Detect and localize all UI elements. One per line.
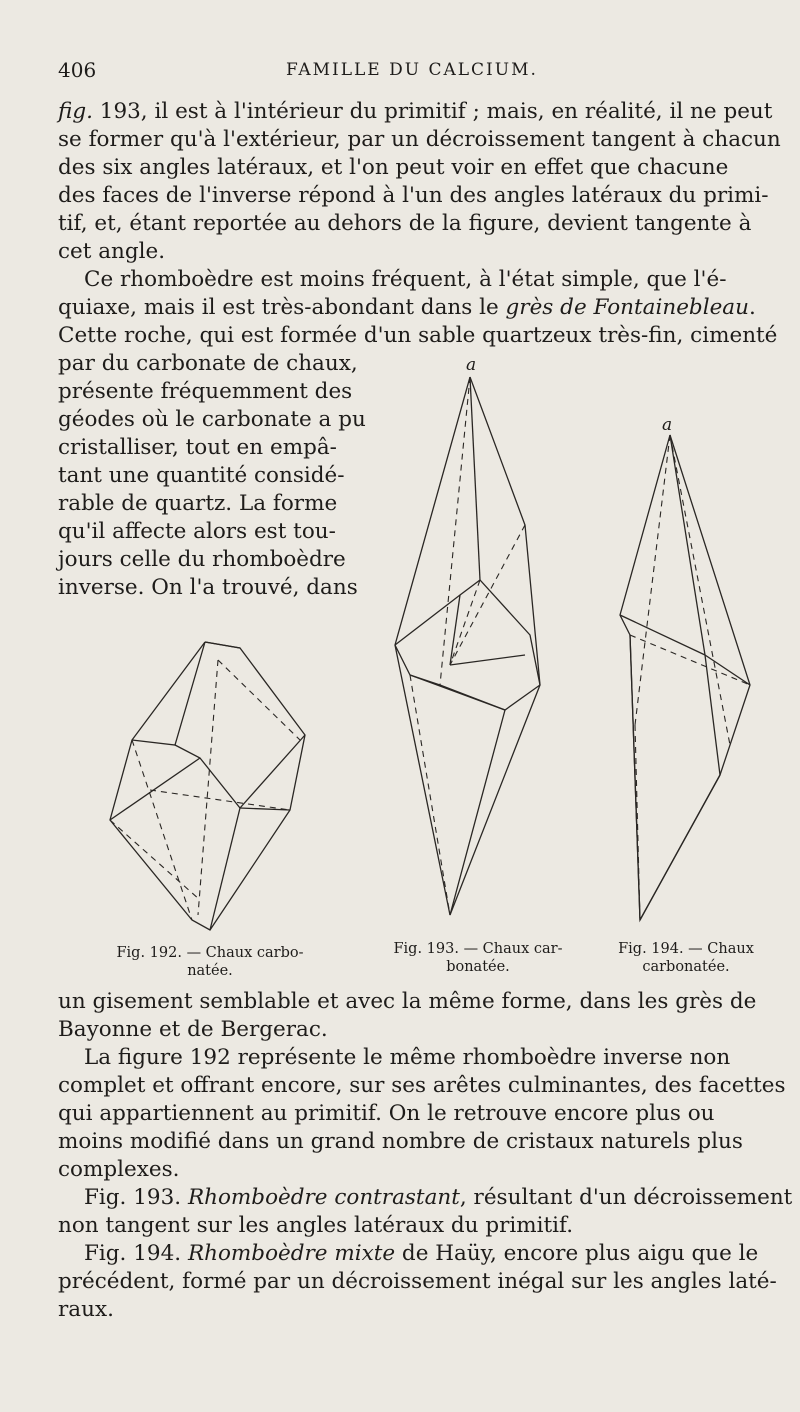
para6-line-1: [58, 1240, 759, 1268]
para2-line-1: Ce rhomboèdre est moins fréquent, à l'état simple, que l'é-: [84, 267, 727, 292]
para2-line-8: tant une quantité considé-: [58, 463, 345, 488]
para2-line-10: qu'il affecte alors est tou-: [58, 519, 336, 544]
page-header: [58, 58, 758, 86]
para6-line-3: raux.: [58, 1297, 114, 1322]
figure-194: [610, 415, 760, 940]
para4-line-3: qui appartiennent au primitif. On le retrouve encore plus ou: [58, 1101, 715, 1126]
para2-line-2-end: .: [748, 295, 756, 320]
para1-line-5: tif, et, étant reportée au dehors de la figure, devient tangente à: [58, 211, 752, 236]
paragraph-6: [58, 1240, 777, 1324]
figure-193: [380, 355, 555, 940]
paragraph-4: [58, 1044, 786, 1184]
figure-192: [100, 630, 320, 940]
paragraph-1: [58, 98, 781, 266]
para2-line-6: géodes où le carbonate a pu: [58, 407, 366, 432]
figure-194-label-a: a: [662, 415, 673, 435]
para4-line-2: complet et offrant encore, sur ses arêtes culminantes, des facettes: [58, 1073, 786, 1098]
para5-line-1: [58, 1184, 793, 1212]
para4-line-4: moins modifié dans un grand nombre de cristaux naturels plus: [58, 1129, 743, 1154]
para2-line-5: présente fréquemment des: [58, 379, 353, 404]
running-head: FAMILLE DU CALCIUM.: [286, 60, 538, 80]
figure-194-caption-text: Fig. 194. — Chaux carbonatée.: [618, 941, 754, 975]
para5-line-1-rest: , résultant d'un décroissement: [459, 1185, 793, 1210]
para1-line-3: des six angles latéraux, et l'on peut voir en effet que chacune: [58, 155, 729, 180]
para2-line-2: [58, 294, 756, 322]
para2-line-7: cristalliser, tout en empâ-: [58, 435, 337, 460]
para1-line-6: cet angle.: [58, 239, 166, 264]
figure-192-caption-text: Fig. 192. — Chaux carbo- natée.: [116, 945, 304, 979]
figure-192-caption: [110, 944, 310, 980]
figure-194-caption: [596, 940, 776, 976]
page-number: 406: [58, 58, 97, 82]
para5-line-1-prefix: Fig. 193.: [84, 1185, 188, 1210]
para2-line-3: Cette roche, qui est formée d'un sable quartzeux très-fin, cimenté: [58, 323, 778, 348]
para2-line-2-text: quiaxe, mais il est très-abondant dans le: [58, 295, 506, 320]
paragraph-5: [58, 1184, 793, 1240]
figure-194-drawing: [610, 415, 760, 940]
fig-abbrev: fig.: [58, 99, 93, 124]
para3-line-2: Bayonne et de Bergerac.: [58, 1017, 328, 1042]
para5-line-2: non tangent sur les angles latéraux du primitif.: [58, 1213, 574, 1238]
para2-line-9: rable de quartz. La forme: [58, 491, 338, 516]
figure-193-caption-text: Fig. 193. — Chaux car- bonatée.: [393, 941, 563, 975]
rhomboedre-mixte-term: Rhomboèdre mixte: [187, 1241, 396, 1266]
rhomboedre-contrastant-term: Rhomboèdre contrastant: [187, 1185, 460, 1210]
para6-line-1-prefix: Fig. 194.: [84, 1241, 188, 1266]
para1-line-1: [58, 98, 773, 126]
figure-193-label-a: a: [466, 355, 477, 375]
para6-line-2: précédent, formé par un décroissement inégal sur les angles laté-: [58, 1269, 777, 1294]
para2-line-4: par du carbonate de chaux,: [58, 351, 358, 376]
para4-line-5: complexes.: [58, 1157, 180, 1182]
para6-line-1-rest: de Haüy, encore plus aigu que le: [395, 1241, 759, 1266]
para1-line-2: se former qu'à l'extérieur, par un décroissement tangent à chacun: [58, 127, 781, 152]
paragraph-3: [58, 988, 757, 1044]
figure-193-drawing: [380, 355, 555, 940]
para1-line-4: des faces de l'inverse répond à l'un des angles latéraux du primi-: [58, 183, 769, 208]
figure-193-caption: [378, 940, 578, 976]
para2-line-12: inverse. On l'a trouvé, dans: [58, 575, 358, 600]
figure-192-drawing: [100, 630, 320, 940]
para4-line-1: La figure 192 représente le même rhomboèdre inverse non: [84, 1045, 731, 1070]
para2-line-11: jours celle du rhomboèdre: [58, 547, 346, 572]
place-name-emphasis: grès de Fontainebleau: [505, 295, 749, 320]
para3-line-1: un gisement semblable et avec la même forme, dans les grès de: [58, 989, 757, 1014]
para1-line-1-text: 193, il est à l'intérieur du primitif ; mais, en réalité, il ne peut: [92, 99, 773, 124]
